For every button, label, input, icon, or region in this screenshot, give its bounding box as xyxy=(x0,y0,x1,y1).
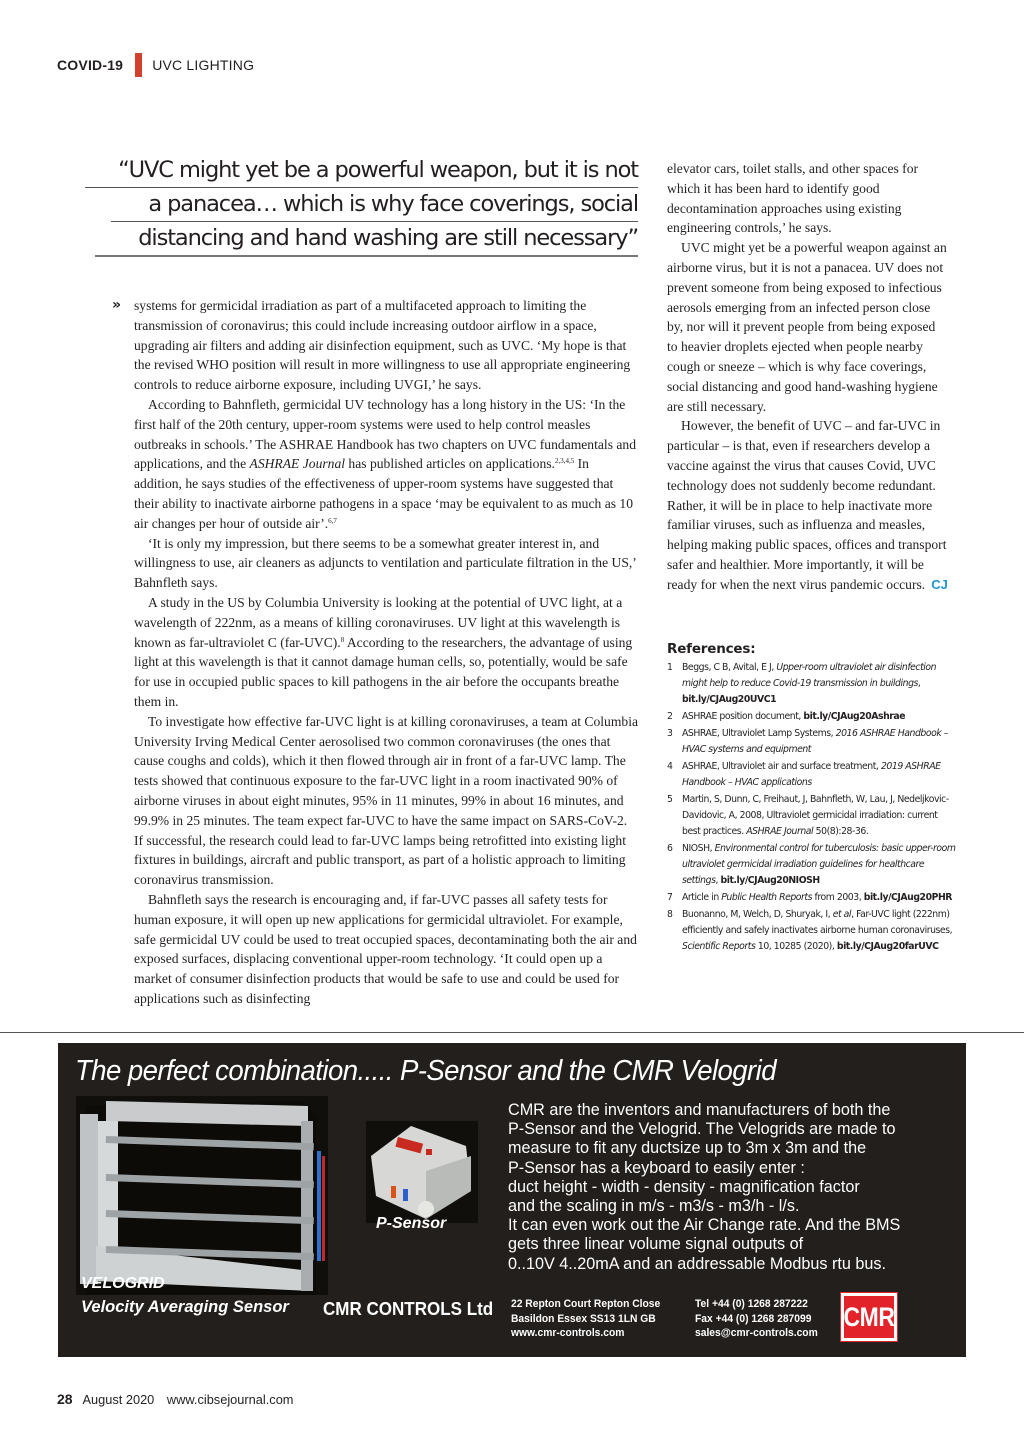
section-name: UVC LIGHTING xyxy=(152,57,255,73)
page-footer xyxy=(57,1391,293,1407)
article-column-right xyxy=(667,159,949,595)
section-header xyxy=(57,55,254,75)
citation: 6,7 xyxy=(328,516,337,525)
reference-title: 2019 ASHRAE Handbook – HVAC applications xyxy=(682,761,941,788)
paragraph-text: However, the benefit of UVC – and far-UVC in particular – is that, even if researchers develop a vaccine against the virus that causes Covid, UVC technology does not suddenly become redundant. Rather, it will be in place to help inactivate more familiar viruses, such as influenza and measles, helping making public spaces, offices and transport safer and healthier. More importantly, it will be ready for when the next virus pandemic occurs. xyxy=(667,418,947,592)
reference-number: 4 xyxy=(667,761,673,772)
psensor-image xyxy=(366,1121,478,1223)
reference-authors: Beggs, C B, Avital, E J, xyxy=(682,662,777,673)
page-divider xyxy=(0,1032,1024,1033)
fax-number: Fax +44 (0) 1268 287099 xyxy=(695,1312,812,1325)
reference-item xyxy=(667,890,957,906)
reference-detail: 10, 10285 (2020), xyxy=(755,941,837,952)
company-name: CMR CONTROLS Ltd xyxy=(323,1298,494,1319)
reference-text xyxy=(682,709,957,725)
ad-description-line: and the scaling in m/s - m3/s - m3/h - l/s. xyxy=(508,1197,800,1216)
reference-number: 3 xyxy=(667,728,673,739)
reference-item xyxy=(667,759,957,791)
reference-authors: Buonanno, M, Welch, D, Shuryak, I, xyxy=(682,909,833,920)
address-line: 22 Repton Court Repton Close xyxy=(511,1298,661,1310)
pull-quote-line: “UVC might yet be a powerful weapon, but it is not xyxy=(85,154,638,188)
reference-number: 2 xyxy=(667,711,673,722)
ad-description-line: CMR are the inventors and manufacturers of both the xyxy=(508,1101,891,1119)
reference-authors: ASHRAE, Ultraviolet Lamp Systems, xyxy=(682,728,836,739)
reference-text xyxy=(682,660,957,708)
ad-description-line: P-Sensor has a keyboard to easily enter : xyxy=(508,1158,805,1177)
paragraph: elevator cars, toilet stalls, and other spaces for which it has been hard to identify good decontamination approaches using existing engineering controls,’ he says. xyxy=(667,161,919,236)
reference-link[interactable]: bit.ly/CJAug20Ashrae xyxy=(803,711,906,722)
pull-quote-line: distancing and hand washing are still necessary” xyxy=(95,222,638,257)
company-address xyxy=(511,1297,660,1341)
reference-title: ASHRAE Journal xyxy=(746,826,814,837)
ad-description-line: duct height - width - density - magnification factor xyxy=(508,1177,860,1196)
section-divider-bar xyxy=(135,53,142,77)
page-number: 28 xyxy=(57,1391,73,1407)
paragraph-text: In addition, he says studies of the effectiveness of upper-room systems have suggested that their ability to inactivate airborne pathogens in a space ‘may be equivalent to as much as 10 air changes per hour of outside air’. xyxy=(134,456,634,531)
reference-item xyxy=(667,841,957,889)
reference-link[interactable]: bit.ly/CJAug20NIOSH xyxy=(720,875,820,886)
email-link[interactable]: sales@cmr-controls.com xyxy=(695,1327,818,1339)
citation: 2,3,4,5 xyxy=(554,457,575,466)
reference-text xyxy=(682,792,957,840)
ad-description-line: P-Sensor and the Velogrid. The Velogrids are made to xyxy=(508,1120,896,1139)
ad-description xyxy=(508,1101,958,1274)
velogrid-image xyxy=(76,1096,328,1295)
reference-journal: Scientific Reports xyxy=(682,941,756,952)
reference-title: Public Health Reports xyxy=(721,892,813,903)
reference-number: 7 xyxy=(667,892,673,903)
cmr-logo xyxy=(841,1293,897,1341)
reference-text xyxy=(682,759,957,791)
reference-item xyxy=(667,709,957,725)
company-contact xyxy=(695,1297,818,1341)
reference-number: 8 xyxy=(667,909,673,920)
reference-item xyxy=(667,660,957,708)
reference-text xyxy=(682,907,957,955)
section-topic: COVID-19 xyxy=(57,57,124,73)
paragraph-text: According to the researchers, the advantage of using light at this wavelength is that it cannot damage human cells, so, potentially, would be safe for use in occupied public spaces to kill pathogens in the air before the occupants breathe them in. xyxy=(134,634,633,709)
reference-number: 1 xyxy=(667,662,673,673)
reference-link[interactable]: bit.ly/CJAug20farUVC xyxy=(836,941,939,952)
ad-title: The perfect combination..... P-Sensor and the CMR Velogrid xyxy=(75,1055,776,1087)
journal-title: ASHRAE Journal xyxy=(249,456,346,472)
logo-text: CMR xyxy=(843,1301,895,1332)
issue-date: August 2020 xyxy=(82,1392,155,1407)
reference-authors: ASHRAE, Ultraviolet air and surface treatment, xyxy=(682,761,881,772)
paragraph: ‘It is only my impression, but there seems to be a somewhat greater interest in, and willingness to use, air cleaners as adjuncts to ventilation and particulate filtration in the US,’ Bahnfleth says. xyxy=(134,535,636,591)
reference-number: 6 xyxy=(667,843,673,854)
reference-detail: , xyxy=(715,875,721,886)
reference-detail: , Far-UVC light (222nm) efficiently and safely inactivates airborne human coronaviruses, xyxy=(682,909,953,936)
velogrid-subtitle: Velocity Averaging Sensor xyxy=(81,1298,289,1316)
reference-text xyxy=(682,890,957,906)
reference-text xyxy=(682,726,957,758)
website-link[interactable]: www.cmr-controls.com xyxy=(511,1327,625,1339)
paragraph: Bahnfleth says the research is encouraging and, if far-UVC passes all safety tests for human exposure, it will open up new applications for germicidal ultraviolet. For example, safe germicidal UV could be used to treat occupied spaces, decontaminating both the air and exposed surfaces, displacing conventional upper-room technology. ‘It could open up a market of consumer disinfection products that would be safe to use and could be used for applications such as disinfecting xyxy=(134,891,637,1006)
reference-title: et al xyxy=(832,909,852,920)
reference-detail: 50(8):28-36. xyxy=(813,826,869,837)
article-column-left xyxy=(112,296,639,1009)
ad-description-line: 0..10V 4..20mA and an addressable Modbus rtu bus. xyxy=(508,1254,886,1273)
paragraph-text: According to Bahnfleth, germicidal UV technology has a long history in the US: ‘In the first half of the 20th century, upper-room systems were used to help control measles outbreaks in schools.’ The ASHRAE Handbook has two chapters on UVC fundamentals and applications, and the xyxy=(134,396,637,472)
address-line: Basildon Essex SS13 1LN GB xyxy=(511,1312,656,1325)
paragraph xyxy=(134,593,639,712)
reference-link[interactable]: bit.ly/CJAug20UVC1 xyxy=(682,694,777,705)
advertisement xyxy=(58,1043,966,1357)
reference-detail: from 2003, xyxy=(812,892,864,903)
ad-description-line: It can even work out the Air Change rate. And the BMS xyxy=(508,1216,901,1235)
paragraph: To investigate how effective far-UVC light is at killing coronaviruses, a team at Columbia University Irving Medical Center aerosolised two common coronaviruses (the ones that cause coughs and colds), which it then flowed through air in front of a far-UVC lamp. The tests showed that continuous exposure to the far-UVC light in a room inactivated 90% of airborne viruses in about eight minutes, 95% in 11 minutes, 99% in about 16 minutes, and 99.9% in 25 minutes. The team expect far-UVC to have the same impact on SARS-CoV-2. If successful, the research could lead to far-UVC lamps being retrofitted into existing light fixtures in buildings, aircraft and public transport, as part of a holistic approach to limiting coronavirus transmission. xyxy=(134,713,639,888)
reference-item xyxy=(667,726,957,758)
citation: 8 xyxy=(340,635,345,644)
paragraph xyxy=(134,395,639,534)
paragraph: systems for germicidal irradiation as part of a multifaceted approach to limiting the transmission of coronavirus; this could include increasing outdoor airflow in a space, upgrading air filters and adding air disinfection equipment, such as UVC. ‘My hope is that the revised WHO position will result in more willingness to use all appropriate engineering controls to reduce airborne exposure, including UVGI,’ he says. xyxy=(134,298,631,393)
ad-description-line: gets three linear volume signal outputs of xyxy=(508,1235,804,1254)
paragraph-text: has published articles on applications. xyxy=(345,456,555,472)
phone-number: Tel +44 (0) 1268 287222 xyxy=(695,1298,808,1310)
reference-title: 2016 ASHRAE Handbook – HVAC systems and equipment xyxy=(682,728,948,755)
reference-item xyxy=(667,907,957,955)
reference-authors: Article in xyxy=(682,892,722,903)
double-chevron-right-icon: » xyxy=(112,297,122,313)
pull-quote xyxy=(85,154,638,257)
references-list xyxy=(667,660,957,955)
pull-quote-line: a panacea… which is why face coverings, social xyxy=(111,188,638,222)
ad-description-line: measure to fit any ductsize up to 3m x 3m and the xyxy=(508,1139,867,1158)
psensor-label: P-Sensor xyxy=(376,1215,447,1232)
reference-authors: ASHRAE position document, xyxy=(682,711,804,722)
reference-title: Environmental control for tuberculosis: basic upper-room ultraviolet germicidal irradiation guidelines for healthcare settings xyxy=(682,843,956,886)
reference-number: 5 xyxy=(667,794,673,805)
reference-authors: Martin, S, Dunn, C, Freihaut, J, Bahnfleth, W, Lau, J, Nedeljkovic-Davidovic, A, 2008, Ultraviolet germicidal irradiation: current best practices. xyxy=(682,794,949,837)
reference-item xyxy=(667,792,957,840)
references-heading: References: xyxy=(667,641,756,657)
paragraph-text: A study in the US by Columbia University is looking at the potential of UVC light, at a wavelength of 222nm, as a means of killing coronaviruses. UV light at this wavelength is known as far-ultraviolet C (far-UVC). xyxy=(134,594,623,650)
reference-title: Upper-room ultraviolet air disinfection might help to reduce Covid-19 transmission in buildings xyxy=(682,662,937,689)
reference-detail: , xyxy=(917,678,921,689)
website-link[interactable]: www.cibsejournal.com xyxy=(166,1392,294,1407)
velogrid-label: VELOGRID xyxy=(81,1275,165,1292)
paragraph xyxy=(667,416,949,594)
reference-text xyxy=(682,841,957,889)
end-mark: CJ xyxy=(931,576,948,592)
paragraph: UVC might yet be a powerful weapon against an airborne virus, but it is not a panacea. UV does not prevent someone from being exposed to infectious aerosols emerging from an infected person close by, nor will it prevent people from being exposed to heavier droplets ejected when people nearby cough or sneeze – which is why face coverings, social distancing and good hand-washing hygiene are still necessary. xyxy=(667,240,947,414)
references xyxy=(667,640,957,956)
reference-link[interactable]: bit.ly/CJAug20PHR xyxy=(863,892,952,903)
reference-authors: NIOSH, xyxy=(682,843,715,854)
